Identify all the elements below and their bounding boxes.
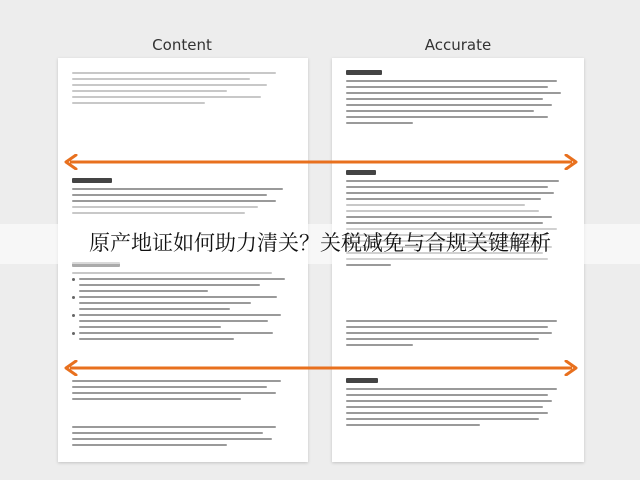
overlay-caption: 原产地证如何助力清关？关税减免与合规关键解析 <box>89 231 551 255</box>
text-block <box>72 178 294 218</box>
text-block <box>346 320 570 350</box>
column-title-accurate: Accurate <box>424 36 492 54</box>
text-block <box>346 70 570 128</box>
double-arrow-icon <box>62 360 580 376</box>
column-title-content: Content <box>152 36 212 54</box>
text-block <box>346 378 570 430</box>
text-block <box>72 72 294 108</box>
text-block <box>72 380 294 404</box>
text-block <box>72 426 294 450</box>
bullet-list <box>72 262 294 344</box>
double-arrow-icon <box>62 154 580 170</box>
